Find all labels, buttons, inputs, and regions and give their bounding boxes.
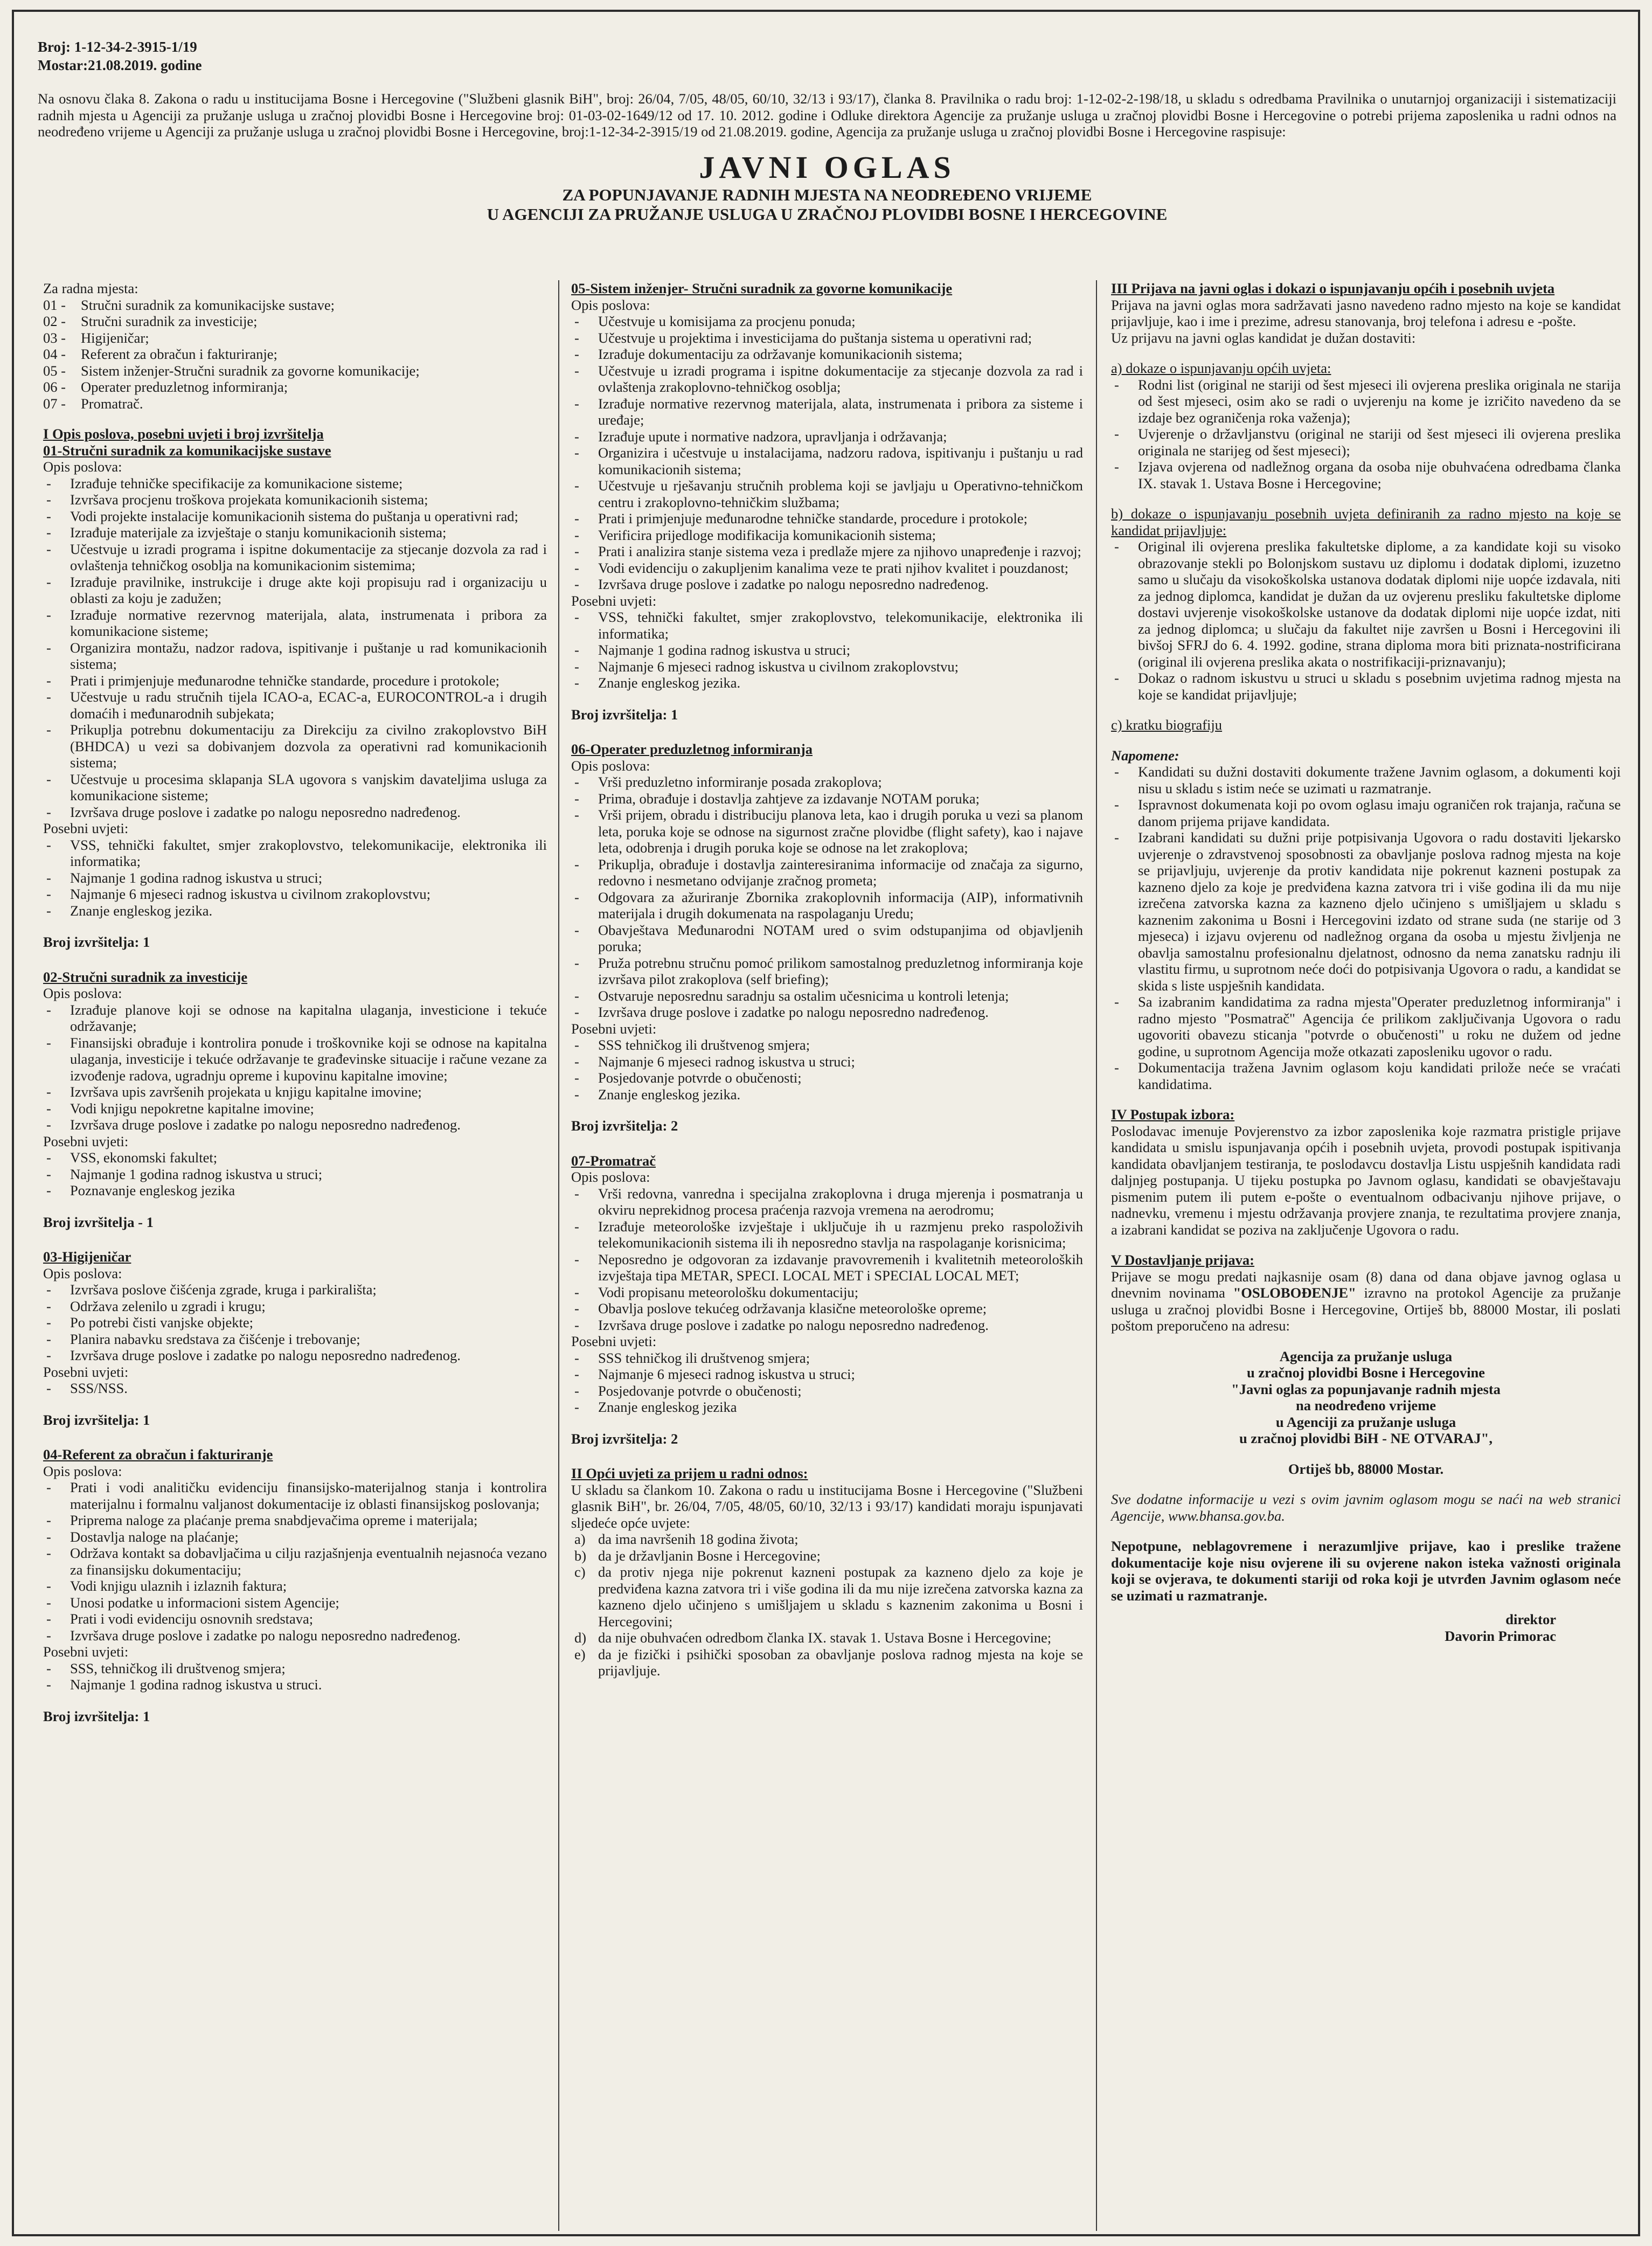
subtitle-line-2: U AGENCIJI ZA PRUŽANJE USLUGA U ZRAČNOJ PLOVIDBI BOSNE I HERCEGOVINE [487,204,1168,224]
list-item: - Izrađuje upute i normative nadzora, upravljanja i održavanja; [571,428,1083,445]
list-item: - Izrađuje planove koji se odnose na kapitalna ulaganja, investicione i tekuće održavanje; [43,1002,547,1035]
conditions-label: Posebni uvjeti: [43,1644,129,1660]
intro-paragraph: Na osnovu člaka 8. Zakona o radu u institucijama Bosne i Hercegovine ("Službeni glasnik BiH", broj: 26/04, 7/05, 48/05, 60/10, 32/13 i 93/17), članka 8. Pravilnika o radu broj: 1-12-02-2-198/18, u skladu s odredbama Pravilnika o unutarnjoj organizaciji i sistematizaciji radnih mjesta u Agenciji za pružanje usluga u zračnoj plovidbi Bosne i Hercegovine broj: 01-03-02-1649/12 od 17. 10. 2012. godine i Odluke direktora Agencije za pružanje usluga u zračnoj plovidbi Bosne i Hercegovine o potrebi prijema zaposlenika u radni odnos na neodređeno vrijeme u Agenciji za pružanje usluga u zračnoj plovidbi Bosne i Hercegovine, broj:1-12-34-2-3915/19 od 21.08.2019. godine, Agencija za pružanje usluga u zračnoj plovidbi Bosne i Hercegovine raspisuje: [38,91,1616,140]
list-item: - Posjedovanje potvrde o obučenosti; [571,1383,1083,1399]
list-item: - Planira nabavku sredstava za čišćenje i trebovanje; [43,1331,547,1348]
section-2-title: II Opći uvjeti za prijem u radni odnos: [571,1465,808,1481]
position-number: 07 - [43,395,66,412]
position-name: Promatrač. [81,395,143,412]
list-item: - VSS, tehnički fakultet, smjer zrakoplovstvo, telekomunikacije, elektronika ili informatika; [43,837,547,870]
list-item: - Održava kontakt sa dobavljačima u cilju razjašnjenja eventualnih nejasnoća vezano za finansijsku dokumentaciju; [43,1545,547,1578]
position-number: 03 - [43,329,66,346]
list-item: - Najmanje 6 mjeseci radnog iskustva u civilnom zrakoplovstvu; [571,658,1083,675]
list-item: - Vodi knjigu ulaznih i izlaznih faktura; [43,1578,547,1595]
list-item: - SSS tehničkog ili društvenog smjera; [571,1037,1083,1053]
position-name: Stručni suradnik za komunikacijske sustave; [81,296,335,313]
positions-list [43,297,547,412]
list-item [43,346,547,363]
list-item: - Uvjerenje o državljanstvu (original ne stariji od šest mjeseci ili ovjerena preslika originala ne starijeg od šest mjeseci); [1111,426,1621,459]
page-title: JAVNI OGLAS [699,149,955,185]
mailing-address: Agencija za pružanje usluga u zračnoj plovidbi Bosne i Hercegovine "Javni oglas za popunjavanje radnih mjesta na neodređeno vrijeme u Agenciji za pružanje usluga u zračnoj plovidbi BiH - NE OTVARAJ", Ortiješ bb, 88000 Mostar. [1231,1348,1501,1477]
list-item: - Izvršava druge poslove i zadatke po nalogu neposredno nadređenog. [43,1627,547,1644]
list-item: - Učestvuje u projektima i investicijama do puštanja sistema u operativni rad; [571,330,1083,346]
list-item: - Izvršava upis završenih projekata u knjigu kapitalne imovine; [43,1084,547,1100]
list-item: - Vrši prijem, obradu i distribuciju planova leta, kao i drugih poruka u vezi sa planom leta, poruka koje se odnose na sigurnost zračne plovidbe (flight safety), kao i najave leta, odobrenja i drugih poruka koje se odnose na let zrakoplova; [571,807,1083,856]
list-item: - Organizira i učestvuje u instalacijama, nadzoru radova, ispitivanju i puštanju u rad komunikacionih sistema; [571,445,1083,477]
position-06-title: 06-Operater preduzletnog informiranja [571,741,813,757]
list-item: - Dostavlja naloge na plaćanje; [43,1529,547,1545]
position-05-title: 05-Sistem inženjer- Stručni suradnik za govorne komunikacije [571,280,953,296]
list-item: - Prikuplja potrebnu dokumentaciju za Direkciju za civilno zrakoplovstvo BiH (BHDCA) u vezi sa dobivanjem dozvola za operativni rad komunikacionih sistema; [43,722,547,771]
position-01-title: 01-Stručni suradnik za komunikacijske sustave [43,442,331,459]
list-item: - SSS/NSS. [43,1380,547,1397]
list-item: - Dokaz o radnom iskustvu u struci u skladu s posebnim uvjetima radnog mjesta na koje se kandidat prijavljuje; [1111,670,1621,703]
list-item: - Vodi knjigu nepokretne kapitalne imovine; [43,1100,547,1117]
duties-label: Opis poslova: [571,757,650,774]
conditions-list [571,609,1083,691]
duties-label: Opis poslova: [43,1265,122,1281]
list-item: - Izrađuje dokumentaciju za održavanje komunikacionih sistema; [571,346,1083,363]
list-item: - VSS, ekonomski fakultet; [43,1149,547,1166]
list-item: - Izvršava druge poslove i zadatke po nalogu neposredno nadređenog. [571,576,1083,593]
section-4-text: Poslodavac imenuje Povjerenstvo za izbor zaposlenika koje razmatra pristigle prijave kandidata u smislu ispunjavanja općih i posebnih uvjeta, provodi postupak ispitivanja kandidata obavljanjem testiranja, te poslodavcu dostavlja Listu uspješnih kandidata radi daljnjeg postupanja. U tijeku postupka po Javnom oglasu, kandidati se obavještavaju pismenim putem ili putem e-pošte o eventualnom odbacivanju njihove prijave, o nadnevku, vremenu i mjestu održavanja provjere znanja, te rezultatima provjere znanja, a izabrani kandidat se poziva na zaključenje Ugovora o radu. [1111,1122,1621,1238]
duties-list [43,1002,547,1133]
list-item: e) da je fizički i psihički sposoban za obavljanje poslova radnog mjesta na koje se prijavljuje. [574,1646,1083,1679]
conditions-list [571,1037,1083,1103]
list-item [43,396,547,412]
conditions-label: Posebni uvjeti: [571,1020,657,1037]
notes-list [1111,764,1621,1092]
list-item: - VSS, tehnički fakultet, smjer zrakoplovstvo, telekomunikacije, elektronika ili informatika; [571,609,1083,642]
list-item: - Održava zelenilo u zgradi i krugu; [43,1298,547,1315]
conditions-list [43,1660,547,1693]
list-item: - Pruža potrebnu stručnu pomoć prilikom samostalnog preduzletnog informiranja koje izvršava pilot zrakoplova (self briefing); [571,955,1083,988]
section-3-paragraph: Prijava na javni oglas mora sadržavati jasno navedeno radno mjesto na koje se kandidat prijavljuje, kao i ime i prezime, adresu stanovanja, broj telefona i adresu e -pošte. [1111,296,1621,329]
list-item: - Izrađuje normative rezervnog materijala, alata, instrumenata i pribora za sisteme i uređaje; [571,396,1083,428]
list-item [43,379,547,396]
list-item: - Izvršava poslove čišćenja zgrade, kruga i parkirališta; [43,1281,547,1298]
list-item: - Ostvaruje neposrednu saradnju sa ostalim učesnicima u kontroli letenja; [571,988,1083,1004]
conditions-list [571,1350,1083,1416]
list-item [43,297,547,314]
duties-list [571,313,1083,593]
column-divider [558,280,559,2231]
general-conditions-list [571,1531,1083,1679]
list-item: - Najmanje 1 godina radnog iskustva u struci. [43,1676,547,1693]
list-item: - Učestvuje u radu stručnih tijela ICAO-a, ECAC-a, EUROCONTROL-a i drugih domaćih i međunarodnih subjekata; [43,689,547,722]
web-note: Sve dodatne informacije u vezi s ovim javnim oglasom mogu se naći na web stranici Agencije, www.bhansa.gov.ba. [1111,1491,1621,1524]
list-item: - Izrađuje meteorološke izvještaje i uključuje ih u razmjenu preko raspoloživih telekomunikacionih sistema ili ih neposredno stavlja na raspolaganje korisnicima; [571,1218,1083,1251]
duties-list [43,1281,547,1364]
list-item: - Obavlja poslove tekućeg održavanja klasične meteorološke opreme; [571,1300,1083,1317]
duties-label: Opis poslova: [43,985,122,1001]
list-item: - Prati i analizira stanje sistema veza i predlaže mjere za njihovo unapređenje i razvoj; [571,543,1083,560]
list-item: - Odgovara za ažuriranje Zbornika zrakoplovnih informacija (AIP), informativnih materijala i drugih dokumenata na raspolaganju Uredu; [571,889,1083,922]
list-item: - Priprema naloge za plaćanje prema snabdjevačima opreme i materijala; [43,1512,547,1529]
list-item: - Najmanje 6 mjeseci radnog iskustva u struci; [571,1366,1083,1383]
conditions-label: Posebni uvjeti: [43,1133,129,1149]
section-4-title: IV Postupak izbora: [1111,1106,1235,1122]
list-item: - Prati i vodi evidenciju osnovnih sredstava; [43,1611,547,1627]
subtitle-line-1: ZA POPUNJAVANJE RADNIH MJESTA NA NEODREĐENO VRIJEME [562,185,1092,204]
position-number: 04 - [43,346,66,362]
header [38,38,1616,224]
list-item: - Dokumentacija tražena Javnim oglasom koju kandidati prilože neće se vraćati kandidatima. [1111,1059,1621,1092]
list-item: - Izvršava druge poslove i zadatke po nalogu neposredno nadređenog. [43,1117,547,1133]
list-item: - Izrađuje tehničke specifikacije za komunikacione sisteme; [43,475,547,492]
position-07-title: 07-Promatrač [571,1152,656,1169]
list-item: - Učestvuje u procesima sklapanja SLA ugovora s vanjskim davateljima usluga za komunikacione sisteme; [43,771,547,804]
list-item: - SSS, tehničkog ili društvenog smjera; [43,1660,547,1677]
list-item: - Izvršava druge poslove i zadatke po nalogu neposredno nadređenog. [43,804,547,821]
list-item: - Sa izabranim kandidatima za radna mjesta"Operater preduzletnog informiranja" i radno mjesto "Posmatrač" Agencija će prilikom zaključivanja Ugovora o radu ugovoriti obavezu sticanja "potvrde o obučenosti" u roku ne dužem od jedne godine, u suprotnom Agencija može otkazati zaposleniku ugovor o radu. [1111,994,1621,1059]
position-03-title: 03-Higijeničar [43,1249,131,1265]
list-item: - Prima, obrađuje i dostavlja zahtjeve za izdavanje NOTAM poruka; [571,791,1083,807]
list-item: - Učestvuje u izradi programa i ispitne dokumentacije za stjecanje dozvola za rad i ovlaštenja tehničkog osoblja na komunikacionim sistemima; [43,541,547,574]
duties-label: Opis poslova: [43,459,122,475]
list-item: - Vodi propisanu meteorološku dokumentaciju; [571,1284,1083,1301]
list-item: c) da protiv njega nije pokrenut kazneni postupak za kazneno djelo za koje je predviđena kazna zatvora tri i više godina ili da mu nije izrečena zatvorska kazna za kazneno djelo učinjeno s umišljajem u skladu s kaznenim zakonima u Bosni i Hercegovini; [574,1564,1083,1630]
section-3-title: III Prijava na javni oglas i dokazi o ispunjavanju općih i posebnih uvjeta [1111,280,1555,296]
list-item: - Vodi projekte instalacije komunikacionih sistema do puštanja u operativni rad; [43,508,547,525]
list-item: - Rodni list (original ne stariji od šest mjeseci ili ovjerena preslika originala ne starija od šest mjeseci, osim ako se radi o uvjerenju na kome je izričito navedeno da se izdaje bez ograničenja roka važenja); [1111,377,1621,426]
list-item: - Najmanje 1 godina radnog iskustva u struci; [43,1166,547,1183]
list-item: - Znanje engleskog jezika. [43,903,547,919]
list-item: - SSS tehničkog ili društvenog smjera; [571,1350,1083,1367]
notes-title: Napomene: [1111,747,1179,764]
list-item: - Posjedovanje potvrde o obučenosti; [571,1070,1083,1086]
list-item: - Kandidati su dužni dostaviti dokumente tražene Javnim oglasom, a dokumenti koji nisu u skladu s istim neće se uzimati u razmatranje. [1111,764,1621,796]
position-name: Higijeničar; [81,329,149,346]
place-date: Mostar:21.08.2019. godine [38,57,202,73]
position-name: Operater preduzletnog informiranja; [81,379,288,395]
list-item: - Najmanje 6 mjeseci radnog iskustva u struci; [571,1053,1083,1070]
position-number: 01 - [43,296,66,313]
column-3 [1111,280,1621,1644]
list-item: a) da ima navršenih 18 godina života; [574,1531,799,1547]
list-item: - Najmanje 1 godina radnog iskustva u struci; [571,642,1083,658]
list-item: b) da je državljanin Bosne i Hercegovine; [574,1547,821,1564]
column-1 [43,280,547,1743]
list-item: - Znanje engleskog jezika. [571,1086,1083,1103]
list-item: - Finansijski obrađuje i kontrolira ponude i troškovnike koji se odnose na kapitalna ulaganja, investicije i tekuće održavanje te građevinske situacije i račune vezane za izvođenje radova, ugradnju opreme i kupovinu kapitalne imovine; [43,1035,547,1084]
list-item: - Vodi evidenciju o zakupljenim kanalima veze te prati njihov kvalitet i pouzdanost; [571,560,1083,577]
section-5-title: V Dostavljanje prijava: [1111,1252,1254,1268]
position-name: Stručni suradnik za investicije; [81,313,258,329]
list-item: - Učestvuje u izradi programa i ispitne dokumentacije za stjecanje dozvola za rad i ovlaštenja zrakoplovno-tehničkog osoblja; [571,363,1083,396]
list-item: - Znanje engleskog jezika. [571,675,1083,691]
position-name: Sistem inženjer-Stručni suradnik za govorne komunikacije; [81,362,420,379]
list-item: - Prati i vodi analitičku evidenciju finansijsko-materijalnog stanja i kontrolira materijalnu i formalnu valjanost dokumentacije iz oblasti finansijskog poslovanja; [43,1479,547,1512]
section-1-title: I Opis poslova, posebni uvjeti i broj izvršitelja [43,426,324,442]
position-name: Referent za obračun i fakturiranje; [81,346,277,362]
list-item: - Izvršava druge poslove i zadatke po nalogu neposredno nadređenog. [43,1347,547,1364]
position-04-title: 04-Referent za obračun i fakturiranje [43,1446,273,1462]
list-item: - Izrađuje normative rezervnog materijala, alata, instrumenata i pribora za komunikacione sisteme; [43,607,547,640]
list-item: - Najmanje 1 godina radnog iskustva u struci; [43,870,547,886]
list-item: - Izvršava procjenu troškova projekata komunikacionih sistema; [43,491,547,508]
section-2-text: U skladu sa člankom 10. Zakona o radu u institucijama Bosne i Hercegovine ("Službeni glasnik BiH", br. 26/04, 7/05, 48/05, 60/10, 32/13 i 93/17) kandidati moraju ispunjavati sljedeće opće uvjete: [571,1481,1083,1531]
position-02-title: 02-Stručni suradnik za investicije [43,968,248,985]
executors-count: Broj izvršitelja: 1 [43,934,150,950]
position-number: 02 - [43,313,66,329]
list-item: - Unosi podatke u informacioni sistem Agencije; [43,1595,547,1611]
conditions-list [43,1149,547,1199]
conditions-label: Posebni uvjeti: [571,1333,657,1349]
column-2 [571,280,1083,1679]
list-item: - Izrađuje materijale za izvještaje o stanju komunikacionih sistema; [43,524,547,541]
list-item: - Najmanje 6 mjeseci radnog iskustva u civilnom zrakoplovstvu; [43,886,547,903]
conditions-list [43,837,547,919]
list-item: - Izvršava druge poslove i zadatke po nalogu neposredno nadređenog. [571,1004,1083,1021]
list-item: - Neposredno je odgovoran za izdavanje pravovremenih i kvalitetnih meteoroloških izvještaja tipa METAR, SPECI. LOCAL MET i SPECIAL LOCAL MET; [571,1251,1083,1284]
proofs-special-list [1111,538,1621,703]
conditions-label: Posebni uvjeti: [571,592,657,609]
list-item: - Prikuplja, obrađuje i dostavlja zainteresiranima informacije od značaja za sigurno, redovno i nesmetano odvijanje zračnog prometa; [571,856,1083,889]
proofs-general-list [1111,377,1621,492]
conditions-label: Posebni uvjeti: [43,820,129,836]
list-item: - Izvršava druge poslove i zadatke po nalogu neposredno nadređenog. [571,1317,1083,1334]
biography-title: c) kratku biografiju [1111,717,1223,733]
positions-label: Za radna mjesta: [43,280,138,296]
executors-count: Broj izvršitelja: 2 [571,1118,678,1134]
proofs-general-title: a) dokaze o ispunjavanju općih uvjeta: [1111,360,1331,376]
conditions-label: Posebni uvjeti: [43,1363,129,1380]
list-item [43,330,547,346]
list-item: - Vrši redovna, vanredna i specijalna zrakoplovna i druga mjerenja i posmatranja u okviru neprekidnog procesa praćenja razvoja vremena na aerodromu; [571,1186,1083,1218]
section-3-paragraph: Uz prijavu na javni oglas kandidat je dužan dostaviti: [1111,329,1416,346]
duties-label: Opis poslova: [43,1462,122,1479]
list-item: - Poznavanje engleskog jezika [43,1182,547,1199]
list-item: - Učestvuje u komisijama za procjenu ponuda; [571,313,1083,330]
list-item: - Izabrani kandidati su dužni prije potpisivanja Ugovora o radu dostaviti ljekarsko uvjerenje o zdravstvenoj sposobnosti za obavljanje poslova radnog mjesta na koje se prijavljuju, uvjerenje da protiv kandidata nije pokrenut kazneni postupak za kazneno djelo za koje je predviđena kazna zatvora tri i više godina ili da mu nije izrečena zatvorska kazna za kazneno djelo učinjeno s umišljajem u skladu s kaznenim zakonima u Bosni i Hercegovini izdato od strane suda (ne starije od 3 mjeseca) i izjavu ovjerenu od nadležnog organa da osoba u mjestu življenja ne obavlja samostalnu profesionalnu djelatnost, odnosno da nema zanatsku radnju ili vlastitu firmu, u suprotnom neće doći do potpisivanja Ugovora o radu, a kandidat se skida s liste uspješnih kandidata. [1111,829,1621,994]
position-number: 06 - [43,379,66,395]
proofs-special-title: b) dokaze o ispunjavanju posebnih uvjeta definiranih za radno mjesto na koje se kandidat prijavljuje: [1111,505,1621,538]
list-item: - Organizira montažu, nadzor radova, ispitivanje i puštanje u rad komunikacionih sistema; [43,640,547,673]
final-note: Nepotpune, neblagovremene i nerazumljive prijave, kao i preslike tražene dokumentacije koje nisu ovjerene ili su ovjerene nakon isteka važnosti originala koji se ovjerava, te dokumenti stariji od roka koji je utvrđen Javnim oglasom neće se uzimati u razmatranje. [1111,1538,1621,1604]
list-item: - Izjava ovjerena od nadležnog organa da osoba nije obuhvaćena odredbama članka IX. stavak 1. Ustava Bosne i Hercegovine; [1111,459,1621,491]
list-item: - Prati i primjenjuje međunarodne tehničke standarde, procedure i protokole; [571,510,1083,527]
reference-number: Broj: 1-12-34-2-3915-1/19 [38,39,197,55]
conditions-list [43,1380,547,1397]
list-item: - Prati i primjenjuje međunarodne tehničke standarde, procedure i protokole; [43,673,547,689]
list-item [43,363,547,379]
list-item: - Vrši preduzletno informiranje posada zrakoplova; [571,774,1083,791]
duties-label: Opis poslova: [571,296,650,313]
list-item: - Izrađuje pravilnike, instrukcije i druge akte koji propisuju rad i organizaciju u oblasti za koju je zadužen; [43,574,547,607]
column-divider [1096,280,1097,2231]
list-item: d) da nije obuhvaćen odredbom članka IX. stavak 1. Ustava Bosne i Hercegovine; [574,1630,1052,1646]
position-number: 05 - [43,362,66,379]
executors-count: Broj izvršitelja: 1 [43,1708,150,1724]
list-item: - Original ili ovjerena preslika fakultetske diplome, a za kandidate koji su visoko obrazovanje stekli po Bolonjskom sustavu uz diplomu i dodatak diplomi, izuzetno samo u slučaju da visokoškolska ustanova dodatak diplomi nije uopće izdavala, niti za jednog diplomca, kandidat je dužan da uz ovjerenu presliku fakultetske diplome dostavi uvjerenje visokoškolske ustanove da dodatak diplomi nije uopće izdat, niti za jednog diplomca; u slučaju da fakultet nije završen u Bosni i Hercegovini ili bivšoj SFRJ do 6. 4. 1992. godine, strana diploma mora biti priznata-nostrificirana (original ili ovjerena preslika akata o nostrifikaciji-priznavanju); [1111,538,1621,670]
duties-label: Opis poslova: [571,1169,650,1185]
list-item: - Verificira prijedloge modifikacija komunikacionih sistema; [571,527,1083,544]
section-5-text: Prijave se mogu predati najkasnije osam (8) dana od dana objave javnog oglasa u dnevnim novinama "OSLOBOĐENJE" izravno na protokol Agencije za pružanje usluga u zračnoj plovidbi Bosne i Hercegovine, Ortiješ bb, 88000 Mostar, ili poslati poštom preporučeno na adresu: [1111,1268,1621,1334]
duties-list [571,1186,1083,1334]
list-item: - Ispravnost dokumenata koji po ovom oglasu imaju ograničen rok trajanja, računa se danom prijema prijave kandidata. [1111,796,1621,829]
list-item: - Obavještava Međunarodni NOTAM ured o svim odstupanjima od objavljenih poruka; [571,922,1083,955]
list-item: - Znanje engleskog jezika [571,1399,1083,1416]
executors-count: Broj izvršitelja: 1 [43,1411,150,1428]
duties-list [43,475,547,821]
executors-count: Broj izvršitelja - 1 [43,1214,154,1230]
list-item: - Učestvuje u rješavanju stručnih problema koji se javljaju u Operativno-tehničkom centru i zrakoplovno-tehničkim službama; [571,477,1083,510]
signature: direktor Davorin Primorac [1445,1611,1556,1644]
executors-count: Broj izvršitelja: 2 [571,1430,678,1447]
list-item: - Po potrebi čisti vanjske objekte; [43,1314,547,1331]
executors-count: Broj izvršitelja: 1 [571,706,678,723]
duties-list [43,1479,547,1644]
list-item [43,313,547,330]
duties-list [571,774,1083,1021]
